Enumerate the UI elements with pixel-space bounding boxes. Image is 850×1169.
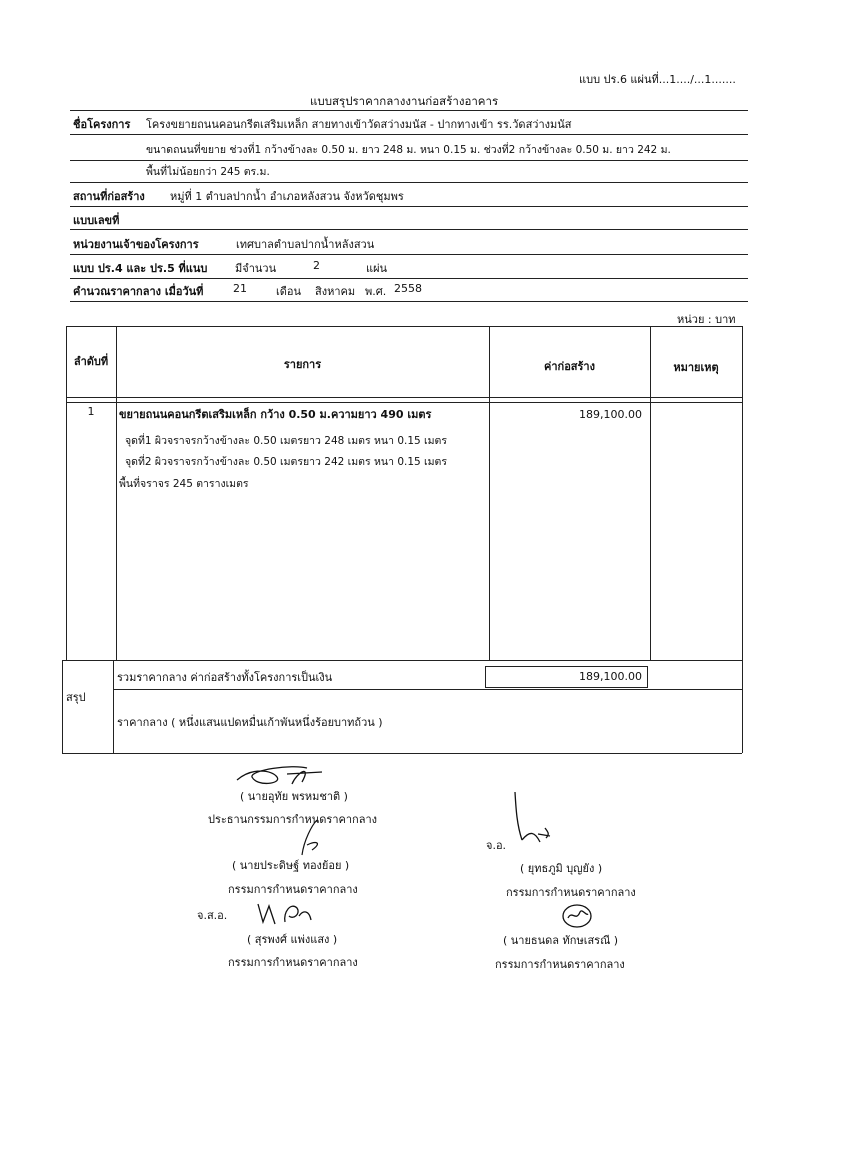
project-detail-line1: ขนาดถนนที่ขยาย ช่วงที่1 กว้างข้างละ 0.50 ม. ยาว 248 ม. หนา 0.15 ม. ช่วงที่2 กว้างข้างละ 0.50 ม. ยาว 242 ม. [146, 144, 671, 156]
attachments-unit: แผ่น [366, 262, 388, 275]
member3-name: ( ยุทธภูมิ บุญยัง ) [520, 862, 603, 875]
header-note: หมายเหตุ [673, 361, 719, 374]
calc-date-year: 2558 [394, 282, 422, 295]
rule [70, 160, 748, 161]
summary-border-left [62, 660, 63, 753]
member4-name: ( นายธนดล ทักษเสรณี ) [503, 934, 619, 947]
plan-number-label: แบบเลขที่ [73, 214, 120, 227]
member2-name: ( สุรพงศ์ แพ่งแสง ) [247, 933, 338, 946]
attachments-count: 2 [313, 259, 320, 272]
rule [70, 110, 748, 111]
member3-role: กรรมการกำหนดราคากลาง [506, 886, 636, 899]
header-no: ลำดับที่ [73, 355, 109, 368]
summary-total: 189,100.00 [579, 670, 642, 683]
table-border-left [66, 326, 67, 661]
signature-member-3 [510, 790, 560, 850]
summary-bottom-border [62, 753, 742, 754]
table-top-border [66, 326, 742, 327]
location-value: หมู่ที่ 1 ตำบลปากน้ำ อำเภอหลังสวน จังหวัดชุมพร [170, 190, 404, 203]
signature-member-1 [292, 815, 332, 860]
rule [70, 182, 748, 183]
summary-top-border [62, 660, 742, 661]
calc-date-month-label: เดือน [276, 285, 302, 298]
member3-prefix: จ.อ. [486, 839, 507, 852]
rule [70, 278, 748, 279]
row-title: ขยายถนนคอนกรีตเสริมเหล็ก กว้าง 0.50 ม.ความยาว 490 เมตร [119, 408, 432, 421]
project-name: โครงขยายถนนคอนกรีตเสริมเหล็ก สายทางเข้าวัดสว่างมนัส - ปากทางเข้า รร.วัดสว่างมนัส [146, 118, 572, 131]
summary-label: สรุป [66, 691, 86, 704]
location-label: สถานที่ก่อสร้าง [73, 190, 145, 203]
project-detail-line2: พื้นที่ไม่น้อยกว่า 245 ตร.ม. [146, 166, 270, 178]
calc-date-year-label: พ.ศ. [365, 285, 387, 298]
table-col-line [116, 326, 117, 661]
form-reference: แบบ ปร.6 แผ่นที่...1..../...1....... [579, 73, 736, 86]
owner-label: หน่วยงานเจ้าของโครงการ [73, 238, 199, 251]
row-line1: จุดที่1 ผิวจราจรกว้างข้างละ 0.50 เมตรยาว 248 เมตร หนา 0.15 เมตร [125, 435, 447, 447]
signature-member-2 [255, 896, 315, 928]
header-item: รายการ [283, 358, 322, 371]
row-line2: จุดที่2 ผิวจราจรกว้างข้างละ 0.50 เมตรยาว 242 เมตร หนา 0.15 เมตร [125, 456, 447, 468]
project-label: ชื่อโครงการ [73, 118, 131, 131]
table-col-line [489, 326, 490, 661]
rule [70, 134, 748, 135]
summary-border-right [742, 660, 743, 753]
member4-role: กรรมการกำหนดราคากลาง [495, 958, 625, 971]
attachments-mid: มีจำนวน [235, 262, 277, 275]
chair-name: ( นายอุทัย พรหมชาติ ) [240, 790, 348, 803]
row-line3: พื้นที่จราจร 245 ตารางเมตร [119, 478, 249, 490]
member1-name: ( นายประดิษฐ์ ทองย้อย ) [232, 859, 350, 872]
header-cost: ค่าก่อสร้าง [544, 360, 595, 373]
table-header-bottom-double [66, 402, 742, 403]
signature-member-4 [560, 902, 596, 930]
calc-date-month: สิงหาคม [315, 285, 356, 298]
member2-role: กรรมการกำหนดราคากลาง [228, 956, 358, 969]
rule [70, 229, 748, 230]
row-no: 1 [87, 405, 95, 418]
rule [70, 301, 748, 302]
attachments-label: แบบ ปร.4 และ ปร.5 ที่แนบ [73, 262, 208, 275]
table-header-bottom [66, 397, 742, 398]
table-col-line [650, 326, 651, 661]
table-border-right [742, 326, 743, 661]
member1-role: กรรมการกำหนดราคากลาง [228, 883, 358, 896]
rule [70, 206, 748, 207]
owner-value: เทศบาลตำบลปากน้ำหลังสวน [236, 238, 375, 251]
chair-role: ประธานกรรมการกำหนดราคากลาง [208, 813, 378, 826]
calc-date-label: คำนวณราคากลาง เมื่อวันที่ [73, 285, 204, 298]
summary-words: ราคากลาง ( หนึ่งแสนแปดหมื่นเก้าพันหนึ่งร้อยบาทถ้วน ) [117, 716, 383, 729]
summary-total-text: รวมราคากลาง ค่าก่อสร้างทั้งโครงการเป็นเงิน [117, 671, 333, 684]
row-cost: 189,100.00 [579, 408, 642, 421]
summary-col-line [113, 660, 114, 753]
rule [70, 254, 748, 255]
unit-note: หน่วย : บาท [677, 313, 736, 326]
member2-prefix: จ.ส.อ. [197, 909, 228, 922]
calc-date-day: 21 [233, 282, 247, 295]
summary-divider [113, 689, 742, 690]
document-title: แบบสรุปราคากลางงานก่อสร้างอาคาร [310, 94, 499, 108]
